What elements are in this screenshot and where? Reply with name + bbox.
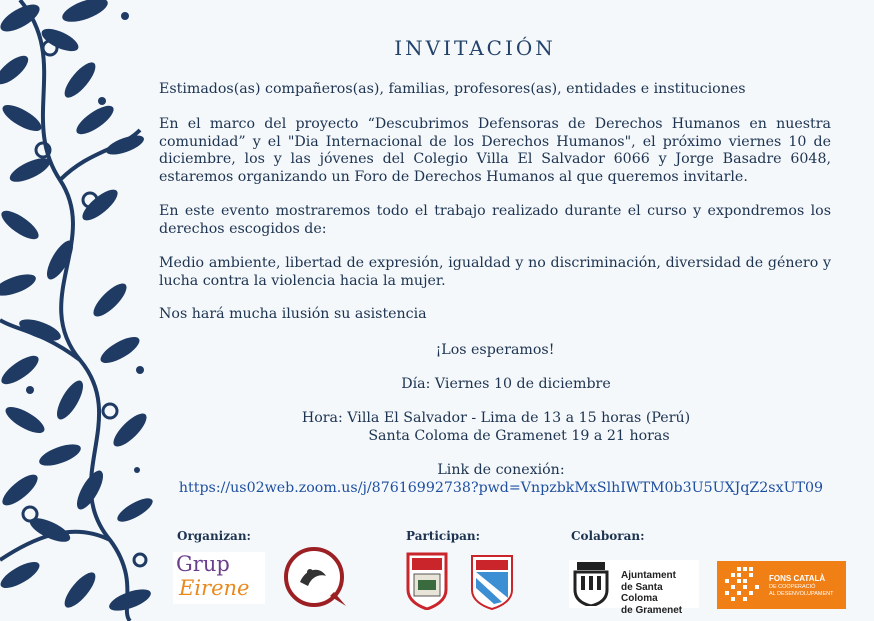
fons-line2: DE COOPERACIÓ	[769, 584, 816, 590]
ajuntament-line2: de Santa Coloma	[621, 581, 663, 604]
ajuntament-line3: de Gramenet	[621, 604, 683, 616]
paragraph-event: En este evento mostraremos todo el trabajo realizado durante el curso y expondremos los derechos escogidos de:	[159, 203, 831, 237]
paragraph-rights: Medio ambiente, libertad de expresión, igualdad y no discriminación, diversidad de género y lucha contra la violencia hacia la mujer.	[159, 255, 831, 289]
grup-eirene-line2: Eirene	[179, 576, 250, 600]
dot-grid-icon	[725, 567, 761, 603]
closing: ¡Los esperamos!	[435, 342, 555, 358]
organizan-label: Organizan:	[177, 529, 251, 543]
leaf-vine-decoration	[0, 0, 160, 621]
event-time-lima: Hora: Villa El Salvador - Lima de 13 a 15 horas (Perú)	[301, 410, 691, 426]
link-label: Link de conexión:	[437, 462, 565, 478]
ajuntament-line1: Ajuntament	[621, 570, 676, 581]
event-time-santa-coloma: Santa Coloma de Gramenet 19 a 21 horas	[368, 428, 670, 444]
invitation-title: INVITACIÓN	[394, 36, 556, 60]
school-shield-6066-logo	[406, 552, 448, 610]
greeting: Estimados(as) compañeros(as), familias, profesores(as), entidades e instituciones	[159, 81, 746, 97]
zoom-link[interactable]: https://us02web.zoom.us/j/87616992738?pwd=VnpzbkMxSlhIWTM0b3U5UXJqZ2sxUT09	[178, 480, 824, 496]
fons-line3: AL DESENVOLUPAMENT	[769, 591, 834, 597]
circular-org-logo	[280, 546, 350, 610]
paragraph-project: En el marco del proyecto “Descubrimos Defensoras de Derechos Humanos en nuestra comunidad” y el "Dia Internacional de los Derechos Humanos", el próximo viernes 10 de diciembre, los y las jóvenes del Colegio Villa El Salvador 6066 y Jorge Basadre 6048, estaremos organizando un Foro de Derechos Humanos al que queremos invitarle.	[159, 116, 831, 185]
fons-line1: FONS CATALÀ	[769, 574, 826, 583]
school-shield-villa-el-salvador-logo	[470, 554, 514, 610]
ajuntament-santa-coloma-logo	[569, 560, 699, 616]
participan-label: Participan:	[406, 529, 481, 543]
fons-catala-logo	[717, 561, 846, 609]
paragraph-attendance: Nos hará mucha ilusión su asistencia	[159, 306, 427, 322]
event-day: Día: Viernes 10 de diciembre	[401, 376, 611, 392]
grup-eirene-logo	[173, 552, 265, 604]
coat-of-arms-icon	[571, 560, 611, 606]
colaboran-label: Colaboran:	[571, 529, 645, 543]
grup-eirene-line1: Grup	[176, 552, 230, 576]
